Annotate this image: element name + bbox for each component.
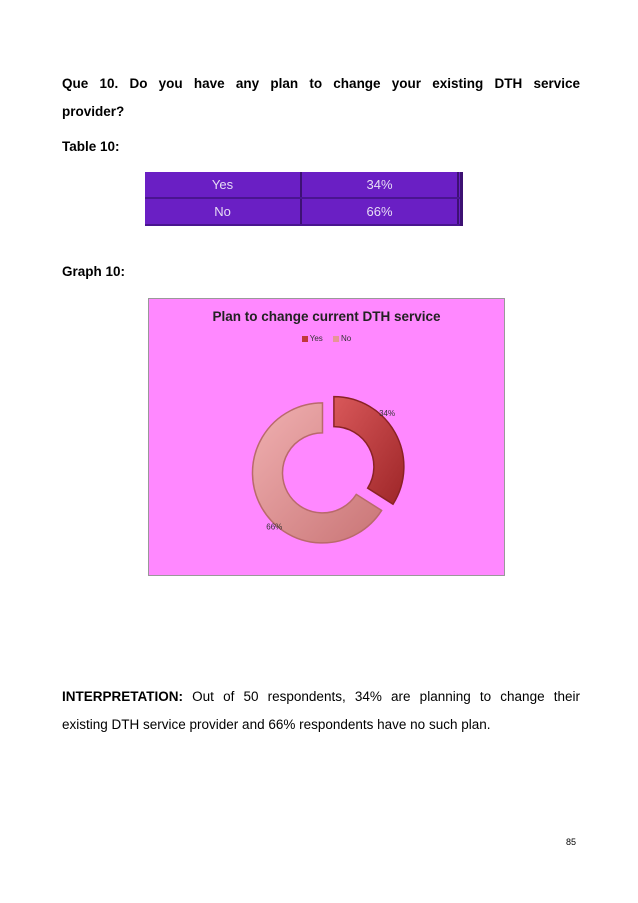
chart-title: Plan to change current DTH service <box>212 309 441 324</box>
response-table <box>145 172 463 226</box>
data-label-no: 66% <box>266 522 283 532</box>
table-row <box>145 172 462 198</box>
table-cell-percent: 66% <box>301 198 458 225</box>
legend-label-yes: Yes <box>309 334 323 343</box>
doughnut-svg <box>149 299 506 577</box>
table-edge <box>458 198 462 225</box>
table-label: Table 10: <box>62 139 120 154</box>
interpretation <box>62 683 580 739</box>
page-number: 85 <box>566 837 577 847</box>
graph-label: Graph 10: <box>62 264 126 279</box>
doughnut-chart <box>148 298 505 576</box>
table-cell-answer: No <box>145 198 301 225</box>
interpretation-line-2: existing DTH service provider and 66% respondents have no such plan. <box>62 717 491 732</box>
table-row <box>145 198 462 225</box>
table-cell-percent: 34% <box>301 172 458 198</box>
question-text <box>62 70 580 126</box>
table-cell-answer: Yes <box>145 172 301 198</box>
legend-label-no: No <box>341 334 352 343</box>
data-label-yes: 34% <box>379 409 396 419</box>
interpretation-text-1: Out of 50 respondents, 34% are planning to change their <box>183 689 580 704</box>
interpretation-heading: INTERPRETATION: <box>62 689 183 704</box>
interpretation-line-1 <box>62 683 580 711</box>
table-edge <box>458 172 462 198</box>
question-line-1: Que 10. Do you have any plan to change your existing DTH service <box>62 76 580 91</box>
question-line-2: provider? <box>62 104 125 119</box>
